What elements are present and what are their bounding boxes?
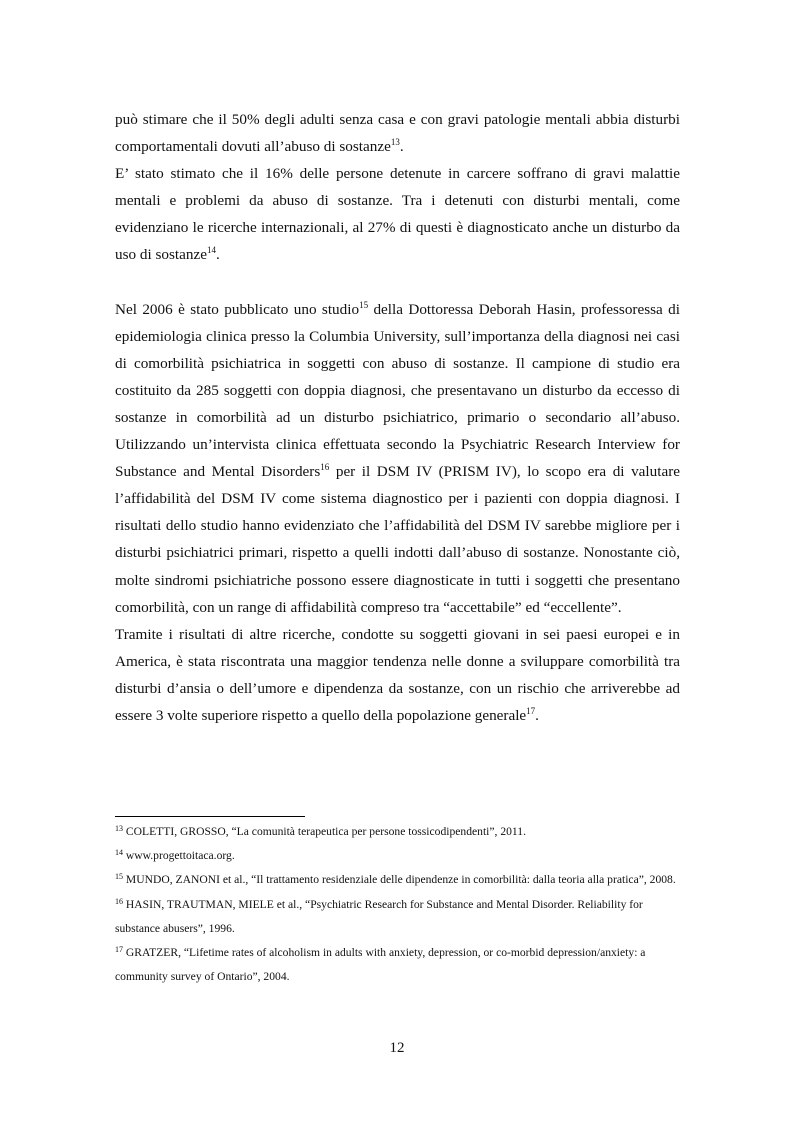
footnote xyxy=(115,941,680,989)
footnotes xyxy=(115,820,680,989)
footnote-reference: 15 xyxy=(359,299,369,310)
footnote-text: www.progettoitaca.org. xyxy=(123,849,235,863)
footnote-number: 14 xyxy=(115,848,123,858)
body-text xyxy=(115,106,680,729)
footnote-separator xyxy=(115,816,305,817)
footnote xyxy=(115,868,680,892)
paragraph: E’ stato stimato che il 16% delle persone detenute in carcere soffrano di gravi malattie mentali e problemi da abuso di sostanze. Tra i detenuti con disturbi mentali, come evidenziano le ricerche internazionali, al 27% di questi è diagnosticato anche un disturbo da uso di sostanze$^{14}$. xyxy=(115,165,680,264)
paragraph: Nel 2006 è stato pubblicato uno studio$^{15}$ della Dottoressa Deborah Hasin, professoressa di epidemiologia clinica presso la Columbia University, sull’importanza della diagnosi nei casi di comorbilità psichiatrica in soggetti con abuso di sostanze. Il campione di studio era costituito da 285 soggetti con doppia diagnosi, che presentavano un disturbo da eccesso di sostanze in comorbilità ad un disturbo psichiatrico, primario o secondario all’abuso. Utilizzando un’intervista clinica effettuata secondo la Psychiatric Research Interview for Substance and Mental Disorders$^{16}$ per il DSM IV (PRISM IV), lo scopo era di valutare l’affidabilità del DSM IV come sistema diagnostico per i pazienti con doppia diagnosi. I risultati dello studio hanno evidenziato che l’affidabilità del DSM IV sarebbe migliore per i disturbi psichiatrici primari, rispetto a quelli indotti dall’abuso di sostanze. Nonostante ciò, molte sindromi psichiatriche possono essere diagnosticate in tutti i soggetti che presentano comorbilità, con un range di affidabilità compreso tra “accettabile” ed “eccellente”. xyxy=(115,299,680,616)
footnote-reference: 17 xyxy=(526,705,536,716)
footnote-number: 16 xyxy=(115,896,123,906)
paragraph: Tramite i risultati di altre ricerche, condotte su soggetti giovani in sei paesi europei e in America, è stata riscontrata una maggior tendenza nelle donne a sviluppare comorbilità tra disturbi d’ansia o dell’umore e dipendenza da sostanze, con un rischio che arriverebbe ad essere 3 volte superiore rispetto a quello della popolazione generale$^{17}$. xyxy=(115,625,680,724)
footnote xyxy=(115,820,680,844)
footnote-reference: 14 xyxy=(206,245,216,256)
footnote-text: HASIN, TRAUTMAN, MIELE et al., “Psychiatric Research for Substance and Mental Disorder. Reliability for substance abusers”, 1996. xyxy=(115,897,643,935)
footnote-text: COLETTI, GROSSO, “La comunità terapeutica per persone tossicodipendenti”, 2011. xyxy=(123,825,526,838)
footnote-number: 15 xyxy=(115,872,123,882)
footnote-text: MUNDO, ZANONI et al., “Il trattamento residenziale delle dipendenze in comorbilità: dalla teoria alla pratica”, 2008. xyxy=(123,873,676,887)
paragraph: può stimare che il 50% degli adulti senza casa e con gravi patologie mentali abbia disturbi comportamentali dovuti all’abuso di sostanze$^{13}$. xyxy=(115,111,680,156)
footnote-number: 13 xyxy=(115,824,123,833)
paragraph-gap xyxy=(115,269,680,296)
footnote-reference: 13 xyxy=(390,137,400,148)
footnote-text: GRATZER, “Lifetime rates of alcoholism in adults with anxiety, depression, or co-morbid depression/anxiety: a community survey of Ontario”, 2004. xyxy=(115,946,646,984)
footnote-reference: 16 xyxy=(320,462,330,473)
footnote-number: 17 xyxy=(115,945,123,955)
footnote xyxy=(115,844,680,868)
footnote xyxy=(115,893,680,941)
page-number: 12 xyxy=(389,1040,405,1056)
